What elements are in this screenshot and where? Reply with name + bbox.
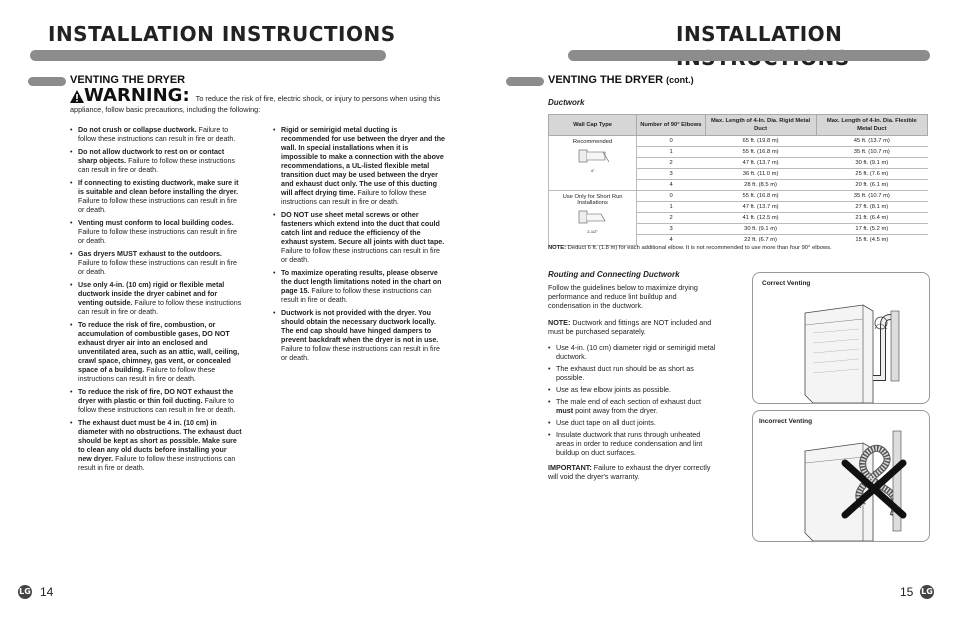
cell-elbows: 0 (637, 136, 705, 147)
routing-item (548, 385, 720, 394)
precaution-item (273, 126, 445, 207)
precaution-item (273, 309, 445, 363)
col-rigid: Max. Length of 4-In. Dia. Rigid Metal Duct (705, 115, 816, 136)
precaution-bold: DO NOT use sheet metal screws or other fasteners which extend into the duct that could catch lint and reduce the efficiency of the exhaust system. Secure all joints with duct tape. (281, 211, 445, 246)
precaution-item (273, 269, 445, 305)
cell-elbows: 2 (637, 158, 705, 169)
routing-title: Routing and Connecting Ductwork (548, 270, 680, 279)
routing-item-text: The exhaust duct run should be as short as possible. (556, 364, 694, 382)
note-label: NOTE: (548, 245, 567, 251)
routing-item-text: Use as few elbow joints as possible. (556, 385, 672, 394)
precaution-item (70, 126, 242, 144)
wall-cap-cell (549, 191, 637, 246)
page-number-left: 14 (40, 585, 54, 599)
wall-cap-label: Recommended (572, 139, 613, 145)
col-flexible: Max. Length of 4-In. Dia. Flexible Metal Duct (816, 115, 927, 136)
warning-label: WARNING: (84, 85, 190, 106)
cell-elbows: 0 (637, 191, 705, 202)
cell-elbows: 3 (637, 224, 705, 235)
cell-flexible: 15 ft. (4.5 m) (816, 235, 927, 246)
table-note (548, 245, 928, 251)
warning-icon (70, 90, 84, 105)
precaution-bold: To maximize operating results, please observe the duct length limitations noted in the chart on page 15. (281, 269, 442, 295)
lg-logo-left: LG (18, 585, 32, 599)
col-elbows: Number of 90° Elbows (637, 115, 705, 136)
cell-rigid: 41 ft. (12.5 m) (705, 213, 816, 224)
precaution-text: Failure to follow these instructions can result in fire or death. (281, 345, 440, 362)
cell-elbows: 1 (637, 202, 705, 213)
cell-elbows: 1 (637, 147, 705, 158)
routing-item (548, 430, 720, 457)
cell-elbows: 4 (637, 180, 705, 191)
table-row (549, 191, 928, 202)
cell-rigid: 36 ft. (11.0 m) (705, 169, 816, 180)
precaution-bold: Do not allow ductwork to rest on or contact sharp objects. (78, 148, 225, 165)
section-cont: (cont.) (666, 75, 694, 85)
section-pill-right (506, 77, 544, 86)
cell-flexible: 25 ft. (7.6 m) (816, 169, 927, 180)
precautions-col2 (273, 126, 445, 367)
precaution-bold: Venting must conform to local building codes. (78, 219, 234, 227)
right-section-title-text: VENTING THE DRYER (548, 74, 664, 86)
precaution-text: Failure to follow these instructions can result in fire or death. (78, 197, 237, 214)
precaution-bold: To reduce the risk of fire, DO NOT exhaust the dryer with plastic or thin foil ducting. (78, 388, 234, 405)
routing-item (548, 343, 720, 361)
cell-rigid: 47 ft. (13.7 m) (705, 202, 816, 213)
wall-cap-icon (575, 209, 611, 227)
precaution-text: Failure to follow these instructions can result in fire or death. (281, 247, 440, 264)
correct-venting-diagram (753, 273, 929, 403)
left-header-title: INSTALLATION INSTRUCTIONS (48, 22, 396, 46)
precaution-item (70, 321, 242, 384)
routing-note-text: Ductwork and fittings are NOT included and must be purchased separately. (548, 318, 712, 336)
cell-elbows: 2 (637, 213, 705, 224)
precaution-text: Failure to follow these instructions can result in fire or death. (78, 157, 235, 174)
cell-flexible: 30 ft. (9.1 m) (816, 158, 927, 169)
routing-item (548, 397, 720, 415)
correct-venting-figure (752, 272, 930, 404)
precaution-text: Failure to follow these instructions can result in fire or death. (78, 259, 237, 276)
routing-intro: Follow the guidelines below to maximize drying performance and reduce lint buildup and condensation in the ductwork. (548, 283, 698, 310)
cell-flexible: 17 ft. (5.2 m) (816, 224, 927, 235)
incorrect-venting-label: Incorrect Venting (759, 418, 813, 425)
lg-logo-right: LG (920, 585, 934, 599)
ductwork-table (548, 114, 928, 246)
precaution-item (70, 281, 242, 317)
warning-block (70, 85, 450, 114)
left-section-title: VENTING THE DRYER (70, 74, 186, 86)
wall-cap-cell (549, 136, 637, 191)
precaution-bold: Gas dryers MUST exhaust to the outdoors. (78, 250, 222, 258)
precaution-text: Failure to follow these instructions can result in fire or death. (78, 126, 236, 143)
precaution-bold: Rigid or semirigid metal ducting is recommended for use between the dryer and the wall. In special installations when it is impossible to make a connection with the above recommendations, a UL-listed flexible metal transition duct may be used between the dryer and exhaust duct only. The use of this ducting will affect drying time. (281, 126, 445, 197)
cell-rigid: 55 ft. (16.8 m) (705, 147, 816, 158)
important-note (548, 463, 720, 481)
cell-flexible: 27 ft. (8.1 m) (816, 202, 927, 213)
precaution-text: Failure to follow these instructions can result in fire or death. (78, 397, 236, 414)
ductwork-title: Ductwork (548, 98, 585, 107)
precaution-bold: To reduce the risk of fire, combustion, or accumulation of combustible gases, DO NOT exhaust dryer air into an enclosed and unventilated area, such as an attic, wall, ceiling, crawl space, chimney, gas vent, or concealed space of a building. (78, 321, 240, 374)
cell-rigid: 28 ft. (8.5 m) (705, 180, 816, 191)
precaution-bold: Use only 4-in. (10 cm) rigid or flexible metal ductwork inside the dryer cabinet and for venting outside. (78, 281, 225, 307)
routing-item-text: Use duct tape on all duct joints. (556, 418, 656, 427)
page-number-right: 15 (900, 585, 914, 599)
cell-flexible: 45 ft. (13.7 m) (816, 136, 927, 147)
table-row (549, 136, 928, 147)
cell-flexible: 35 ft. (10.7 m) (816, 147, 927, 158)
precaution-item (70, 388, 242, 415)
wall-cap-dimension: 4" (590, 168, 595, 173)
wall-cap-icon (575, 148, 611, 166)
precaution-text: Failure to follow these instructions can result in fire or death. (281, 287, 432, 304)
col-wall-cap: Wall Cap Type (549, 115, 637, 136)
important-text: Failure to exhaust the dryer correctly will void the dryer's warranty. (548, 463, 711, 481)
precaution-item (70, 179, 242, 215)
routing-item-text-post: point away from the dryer. (573, 406, 658, 415)
precaution-item (70, 219, 242, 246)
right-header-title: INSTALLATION (676, 22, 843, 46)
left-header-bar (30, 50, 386, 61)
cell-rigid: 55 ft. (16.8 m) (705, 191, 816, 202)
precaution-bold: Do not crush or collapse ductwork. (78, 126, 197, 134)
precaution-text: Failure to follow these instructions can result in fire or death. (78, 366, 216, 383)
incorrect-venting-figure (752, 410, 930, 542)
precaution-bold: Ductwork is not provided with the dryer. You should obtain the necessary ductwork locally. The end cap should have hinged dampers to prevent backdraft when the dryer is not in use. (281, 309, 439, 344)
routing-note (548, 318, 720, 336)
precaution-item (70, 148, 242, 175)
wall-cap-dimension: 2-1/2" (587, 229, 598, 234)
precaution-item (273, 211, 445, 265)
cell-flexible: 20 ft. (6.1 m) (816, 180, 927, 191)
cell-rigid: 30 ft. (9.1 m) (705, 224, 816, 235)
cell-elbows: 3 (637, 169, 705, 180)
table-header-row (549, 115, 928, 136)
precaution-text: Failure to follow these instructions can result in fire or death. (78, 228, 237, 245)
routing-item-text: The male end of each section of exhaust duct (556, 397, 702, 406)
precaution-text: Failure to follow these instructions can result in fire or death. (78, 455, 236, 472)
routing-bullets (548, 343, 720, 457)
routing-text (548, 283, 720, 481)
incorrect-venting-diagram (753, 411, 929, 541)
important-label: IMPORTANT: (548, 463, 592, 472)
wall-cap-label: Use Only for Short Run Installations (562, 194, 623, 206)
precautions-col1 (70, 126, 242, 477)
cell-rigid: 47 ft. (13.7 m) (705, 158, 816, 169)
routing-item (548, 418, 720, 427)
cell-rigid: 22 ft. (6.7 m) (705, 235, 816, 246)
right-section-title (548, 74, 694, 86)
warning-text: To reduce the risk of fire, electric shock, or injury to persons when using this appliance, follow basic precautions, including the following: (70, 94, 441, 114)
precaution-text: Failure to follow these instructions can result in fire or death. (78, 299, 242, 316)
precaution-bold: The exhaust duct must be 4 in. (10 cm) in diameter with no obstructions. The exhaust duct should be kept as short as possible. Make sure to clean any old ducts before installing your new dryer. (78, 419, 242, 463)
routing-item-text: Insulate ductwork that runs through unheated areas in order to reduce condensation and lint buildup on duct surfaces. (556, 430, 703, 457)
precaution-item (70, 250, 242, 277)
cell-flexible: 35 ft. (10.7 m) (816, 191, 927, 202)
note-text: Deduct 6 ft. (1.8 m) for each additional elbow. It is not recommended to use more than four 90° elbows. (566, 245, 832, 251)
precaution-item (70, 419, 242, 473)
right-header-bar (568, 50, 930, 61)
precaution-bold: If connecting to existing ductwork, make sure it is suitable and clean before installing the dryer. (78, 179, 239, 196)
section-pill (28, 77, 66, 86)
correct-venting-label: Correct Venting (762, 280, 811, 287)
routing-item (548, 364, 720, 382)
routing-note-label: NOTE: (548, 318, 571, 327)
cell-elbows: 4 (637, 235, 705, 246)
precaution-text: Failure to follow these instructions can result in fire or death. (281, 189, 427, 206)
routing-item-bold: must (556, 406, 574, 415)
cell-flexible: 21 ft. (6.4 m) (816, 213, 927, 224)
routing-item-text: Use 4-in. (10 cm) diameter rigid or semirigid metal ductwork. (556, 343, 716, 361)
cell-rigid: 65 ft. (19.8 m) (705, 136, 816, 147)
